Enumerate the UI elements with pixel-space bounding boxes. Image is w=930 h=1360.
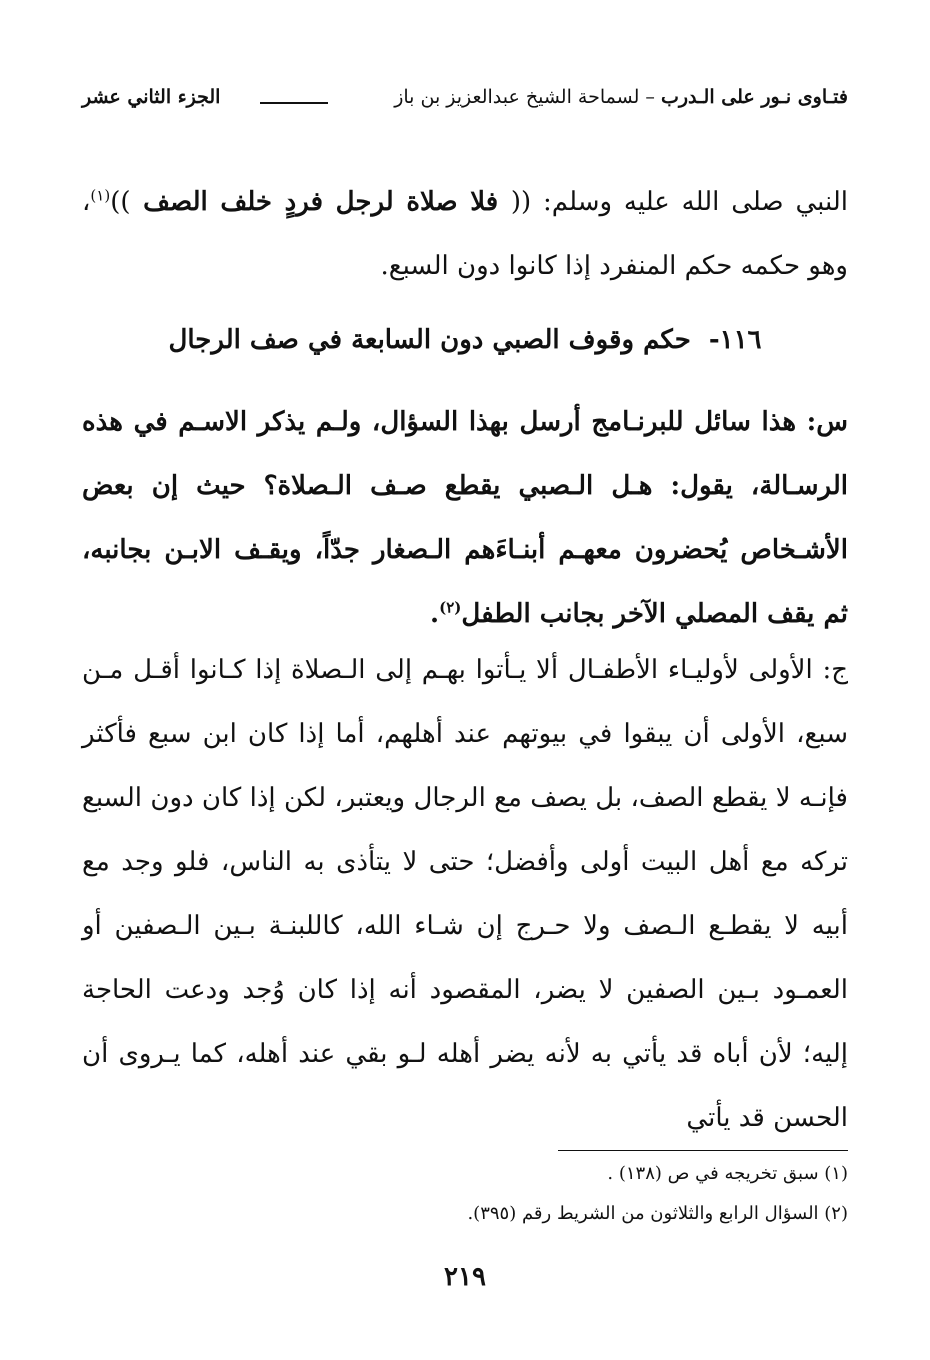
question-end: . (430, 599, 440, 629)
hadith-quote: فلا صلاة لرجل فردٍ خلف الصف (130, 187, 511, 217)
hadith-close: )) (110, 187, 131, 217)
paragraph-lead: النبي صلى الله عليه وسلم: (( (510, 187, 848, 217)
footnote-2: (٢) السؤال الرابع والثلاثون من الشريط رقم (٣٩٥). (467, 1203, 848, 1224)
question-paragraph (82, 390, 848, 646)
header-title-group (394, 86, 848, 108)
page-number: ٢١٩ (444, 1262, 486, 1292)
footnote-rule (558, 1150, 848, 1151)
footnote-1: (١) سبق تخريجه في ص (١٣٨) . (607, 1163, 848, 1184)
running-header (82, 86, 848, 126)
section-title: حكم وقوف الصبي دون السابعة في صف الرجال (168, 325, 691, 355)
question-text: س: هذا سائل للبرنـامج أرسل بهذا السؤال، ولـم يذكر الاسـم في هذه الرسـالة، يقول: هـل الـصبي يقطع صـف الـصلاة؟ حيث إن بعض الأشـخاص يُحضرون معهـم أبنـاءَهم الـصغار جدّاً، ويقـف الابـن بجانبه، ثم يقف المصلي الآخر بجانب الطفل (82, 407, 848, 629)
header-rule (260, 102, 328, 104)
answer-paragraph (82, 638, 848, 1150)
footnotes (82, 1154, 848, 1234)
author-name: لسماحة الشيخ عبدالعزيز بن باز (394, 86, 640, 108)
footnote-ref-1: (١) (90, 186, 111, 205)
header-dash: – (639, 86, 661, 108)
answer-text: ج: الأولى لأوليـاء الأطفـال ألا يـأتوا بهـم إلى الـصلاة إذا كـانوا أقـل مـن سبع، الأولى أن يبقوا في بيوتهم عند أهلهم، أما إذا كان ابن سبع فأكثر فإنـه لا يقطع الصف، بل يصف مع الرجال ويعتبر، لكن إذا كان دون السبع تركه مع أهل البيت أولى وأفضل؛ حتى لا يتأذى به الناس، فلو وجد مع أبيه لا يقطـع الـصف ولا حـرج إن شـاء الله، كاللبنـة بـين الـصفين أو العمـود بـين الصفين لا يضر، المقصود أنه إذا كان وُجد ودعت الحاجة إليه؛ لأن أباه قد يأتي به لأنه يضر أهله لـو بقي عند أهله، كما يـروى أن الحسن قد يأتي (82, 655, 848, 1133)
volume-label: الجزء الثاني عشر (82, 86, 221, 108)
paragraph-continuation (82, 170, 848, 298)
section-heading (82, 318, 848, 362)
paragraph-rest: ، وهو حكمه حكم المنفرد إذا كانوا دون السبع. (82, 187, 848, 281)
section-number: ١١٦- (708, 325, 762, 355)
footnote-ref-2: (٢) (439, 598, 462, 617)
book-title: فتـاوى نـور على الـدرب (660, 86, 848, 108)
